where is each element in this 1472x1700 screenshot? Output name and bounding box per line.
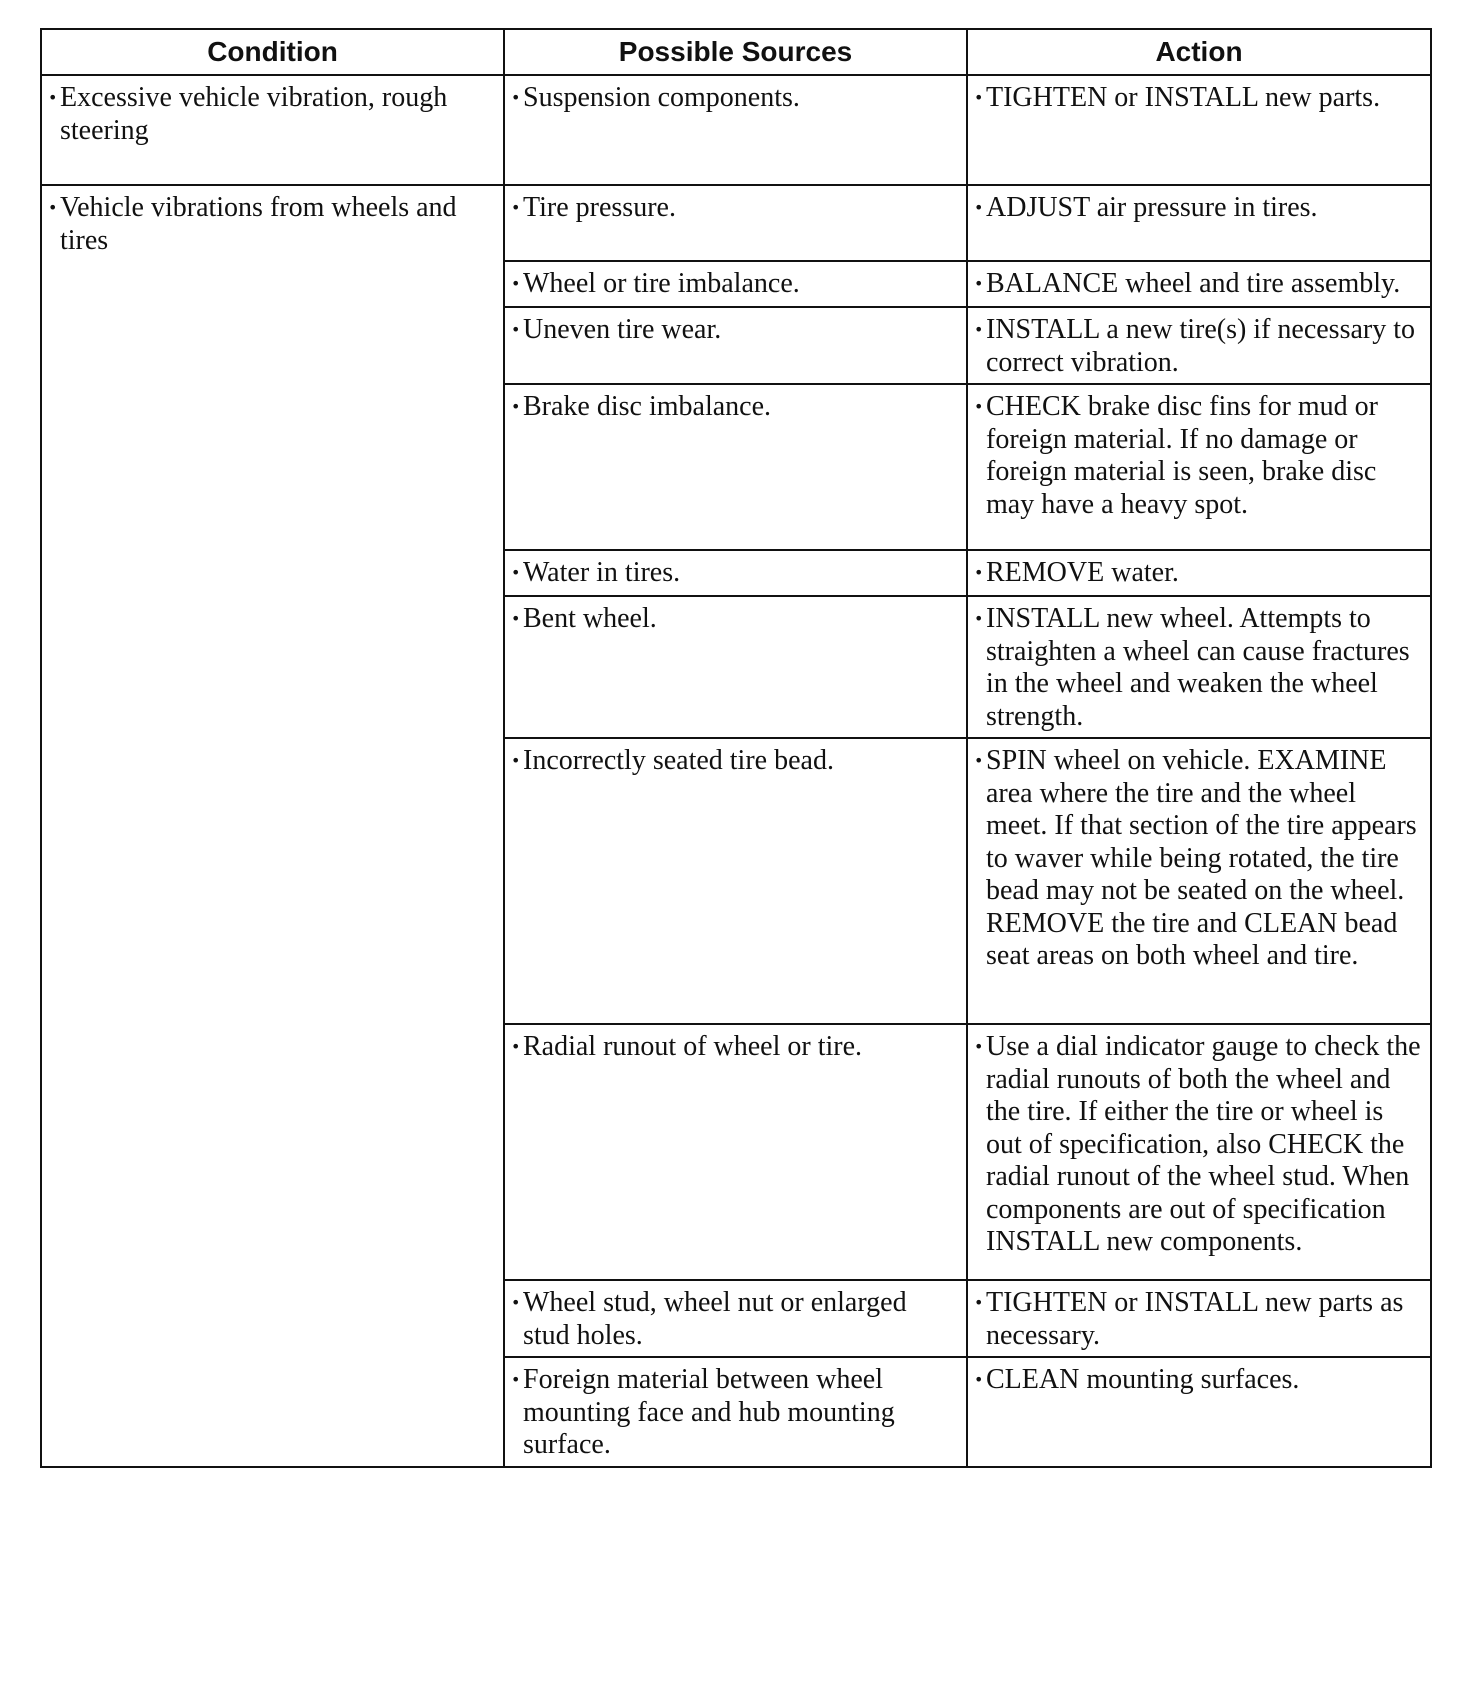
bullet-icon: • <box>48 198 58 217</box>
header-action: Action <box>967 29 1431 75</box>
source-text: Wheel stud, wheel nut or enlarged stud holes. <box>523 1287 907 1351</box>
bullet-icon: • <box>974 751 984 770</box>
source-text: Foreign material between wheel mounting face and hub mounting surface. <box>523 1364 895 1460</box>
source-text: Tire pressure. <box>523 192 676 223</box>
header-condition: Condition <box>41 29 504 75</box>
source-cell <box>504 261 967 307</box>
action-cell <box>967 185 1431 261</box>
action-text: TIGHTEN or INSTALL new parts. <box>986 82 1381 113</box>
condition-cell <box>41 185 504 1467</box>
condition-text: Excessive vehicle vibration, rough steering <box>60 82 448 146</box>
action-cell <box>967 1280 1431 1357</box>
action-cell <box>967 75 1431 185</box>
action-cell <box>967 261 1431 307</box>
bullet-icon: • <box>511 751 521 770</box>
table-row <box>41 185 1431 261</box>
source-cell <box>504 738 967 1024</box>
source-cell <box>504 1357 967 1467</box>
action-cell <box>967 307 1431 384</box>
action-text: CHECK brake disc fins for mud or foreign material. If no damage or foreign material is seen, brake disc may have a heavy spot. <box>986 391 1378 520</box>
bullet-icon: • <box>511 397 521 416</box>
bullet-icon: • <box>974 1370 984 1389</box>
bullet-icon: • <box>511 274 521 293</box>
source-text: Suspension components. <box>523 82 800 113</box>
table-row <box>41 75 1431 185</box>
action-cell <box>967 384 1431 550</box>
source-cell <box>504 185 967 261</box>
source-text: Wheel or tire imbalance. <box>523 268 800 299</box>
bullet-icon: • <box>974 1037 984 1056</box>
source-cell <box>504 1280 967 1357</box>
header-possible-sources: Possible Sources <box>504 29 967 75</box>
action-cell <box>967 738 1431 1024</box>
bullet-icon: • <box>511 563 521 582</box>
bullet-icon: • <box>974 88 984 107</box>
condition-cell <box>41 75 504 185</box>
action-cell <box>967 1357 1431 1467</box>
action-text: INSTALL new wheel. Attempts to straighten a wheel can cause fractures in the wheel and weaken the wheel strength. <box>986 603 1410 732</box>
bullet-icon: • <box>974 1293 984 1312</box>
action-cell <box>967 596 1431 738</box>
bullet-icon: • <box>974 320 984 339</box>
action-text: TIGHTEN or INSTALL new parts as necessary. <box>986 1287 1404 1351</box>
source-cell <box>504 307 967 384</box>
condition-text: Vehicle vibrations from wheels and tires <box>60 192 457 256</box>
bullet-icon: • <box>48 88 58 107</box>
bullet-icon: • <box>511 1037 521 1056</box>
bullet-icon: • <box>511 1370 521 1389</box>
source-cell <box>504 550 967 596</box>
source-cell <box>504 1024 967 1280</box>
source-cell <box>504 75 967 185</box>
source-cell <box>504 384 967 550</box>
diagnosis-table <box>40 28 1432 1468</box>
bullet-icon: • <box>974 609 984 628</box>
action-text: INSTALL a new tire(s) if necessary to correct vibration. <box>986 314 1416 378</box>
source-text: Radial runout of wheel or tire. <box>523 1031 863 1062</box>
action-text: Use a dial indicator gauge to check the radial runouts of both the wheel and the tire. If either the tire or wheel is out of specification, also CHECK the radial runout of the wheel stud. When components are out of specification INSTALL new components. <box>986 1031 1421 1257</box>
source-text: Water in tires. <box>523 557 681 588</box>
bullet-icon: • <box>974 563 984 582</box>
action-cell <box>967 1024 1431 1280</box>
bullet-icon: • <box>511 609 521 628</box>
source-cell <box>504 596 967 738</box>
source-text: Bent wheel. <box>523 603 657 634</box>
bullet-icon: • <box>511 88 521 107</box>
action-text: ADJUST air pressure in tires. <box>986 192 1318 223</box>
bullet-icon: • <box>511 1293 521 1312</box>
bullet-icon: • <box>511 320 521 339</box>
source-text: Incorrectly seated tire bead. <box>523 745 834 776</box>
action-text: CLEAN mounting surfaces. <box>986 1364 1300 1395</box>
bullet-icon: • <box>974 198 984 217</box>
action-text: REMOVE water. <box>986 557 1179 588</box>
bullet-icon: • <box>974 397 984 416</box>
action-text: BALANCE wheel and tire assembly. <box>986 268 1401 299</box>
source-text: Brake disc imbalance. <box>523 391 772 422</box>
bullet-icon: • <box>974 274 984 293</box>
bullet-icon: • <box>511 198 521 217</box>
action-text: SPIN wheel on vehicle. EXAMINE area where the tire and the wheel meet. If that section of the tire appears to waver while being rotated, the tire bead may not be seated on the wheel. REMOVE the tire and CLEAN bead seat areas on both wheel and tire. <box>986 745 1417 971</box>
action-cell <box>967 550 1431 596</box>
source-text: Uneven tire wear. <box>523 314 722 345</box>
header-row <box>41 29 1431 75</box>
